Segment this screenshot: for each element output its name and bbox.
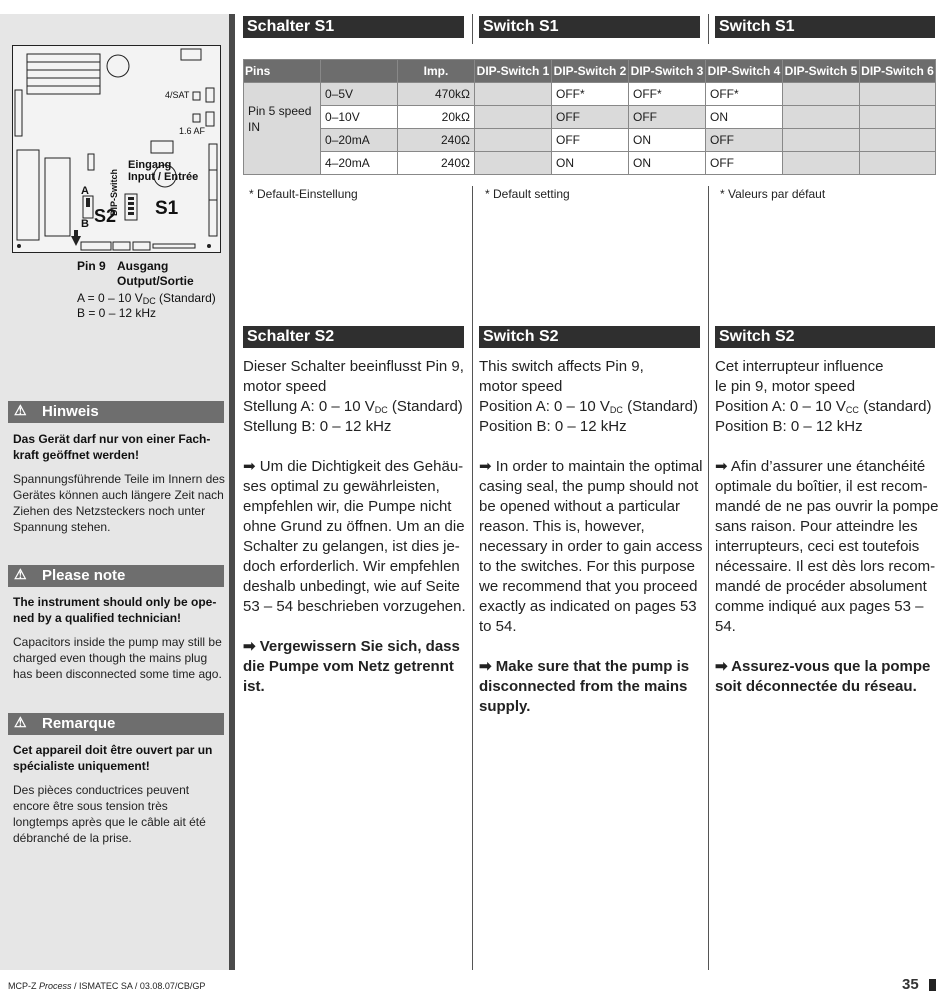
pin-a-range xyxy=(77,290,216,306)
column-header: Pins xyxy=(244,60,321,83)
pin-a-sub: DC xyxy=(142,296,156,306)
footer-italic: Process xyxy=(39,981,72,991)
column-header: DIP-Switch 4 xyxy=(706,60,783,83)
table-cell: OFF* xyxy=(552,83,629,106)
table-cell xyxy=(475,83,552,106)
s2-paragraph: ➡ Afin d’assurer une étanchéité optimale du boîtier, il est recom-mandé de ne pas ouvrir la pompe sans raison. Pour atteindre les interrupteurs, ceci est toutefois nécessaire. Il est dès lors recom-mandé de procéder absolument comme indiqué aux pages 53 – 54. xyxy=(715,458,939,635)
footer-suffix: / ISMATEC SA / 03.08.07/CB/GP xyxy=(71,981,206,991)
page-marker xyxy=(929,979,936,991)
warning-icon: ⚠ xyxy=(14,402,27,418)
pos-a-prefix: Stellung A: 0 – 10 V xyxy=(243,398,375,415)
pos-a-sub: CC xyxy=(845,405,859,415)
s2-position-b: Position B: 0 – 12 kHz xyxy=(715,418,863,435)
s2-warning: ➡ Assurez-vous que la pompe soit déconnectée du réseau. xyxy=(715,658,931,695)
warning-icon: ⚠ xyxy=(14,566,27,582)
table-cell: ON xyxy=(629,129,706,152)
pin-a-suffix: (Standard) xyxy=(155,291,216,305)
note-header-fr xyxy=(8,713,224,735)
ausgang-label: Ausgang xyxy=(117,259,169,273)
column-header: DIP-Switch 1 xyxy=(475,60,552,83)
footnote-fr: * Valeurs par défaut xyxy=(720,187,826,201)
table-cell: OFF xyxy=(552,106,629,129)
header-text: Switch S2 xyxy=(483,328,559,345)
s2-position-b: Stellung B: 0 – 12 kHz xyxy=(243,418,392,435)
output-sortie-label: Output/Sortie xyxy=(117,274,194,288)
pos-a-suffix: (Standard) xyxy=(622,398,698,415)
table-cell xyxy=(860,152,936,175)
table-cell: 0–20mA xyxy=(321,129,398,152)
table-row xyxy=(244,152,936,175)
table-cell xyxy=(783,106,860,129)
pos-a-sub: DC xyxy=(609,405,623,415)
label-fuse: 1.6 AF xyxy=(179,126,206,136)
table-cell xyxy=(475,129,552,152)
table-cell: OFF xyxy=(552,129,629,152)
table-cell: 240Ω xyxy=(398,152,475,175)
table-cell: OFF* xyxy=(706,83,783,106)
label-switch-b: B xyxy=(81,218,89,230)
note-title: Please note xyxy=(42,567,126,584)
table-row xyxy=(244,129,936,152)
header-text: Schalter S2 xyxy=(247,328,335,345)
note-bold-fr: Cet appareil doit être ouvert par un spécialiste uniquement! xyxy=(13,743,213,773)
table-cell xyxy=(860,129,936,152)
pos-a-suffix: (standard) xyxy=(858,398,932,415)
table-cell xyxy=(860,106,936,129)
table-cell xyxy=(783,129,860,152)
dip-switch-table xyxy=(243,59,936,175)
table-cell xyxy=(860,83,936,106)
pos-a-prefix: Position A: 0 – 10 V xyxy=(715,398,846,415)
s2-line2: motor speed xyxy=(479,378,563,395)
table-cell: 20kΩ xyxy=(398,106,475,129)
table-cell: ON xyxy=(629,152,706,175)
label-input-entree: Input / Entrée xyxy=(128,171,199,183)
header-text: Schalter S1 xyxy=(247,18,335,35)
pos-a-sub: DC xyxy=(374,405,388,415)
column-header: Imp. xyxy=(398,60,475,83)
column-divider xyxy=(472,14,473,44)
column-header: DIP-Switch 6 xyxy=(860,60,936,83)
pin-a-prefix: A = 0 – 10 V xyxy=(77,291,143,305)
header-switch-s1-en xyxy=(479,16,700,38)
s2-line1: Dieser Schalter beeinflusst Pin 9, xyxy=(243,358,464,375)
sidebar-divider xyxy=(229,14,235,970)
label-eingang: Eingang xyxy=(128,159,172,171)
table-row xyxy=(244,106,936,129)
s2-paragraph: ➡ In order to maintain the optimal casing seal, the pump should not be opened without a particular reason. This is, however, necessary in order to gain access to the switches. For this purpose we recommend that you proceed exactly as indicated on pages 53 to 54. xyxy=(479,458,703,635)
s2-line1: This switch affects Pin 9, xyxy=(479,358,644,375)
s2-position-a xyxy=(715,397,939,417)
note-header-en xyxy=(8,565,224,587)
column-header: DIP-Switch 2 xyxy=(552,60,629,83)
header-switch-s2-fr xyxy=(715,326,935,348)
table-cell: ON xyxy=(552,152,629,175)
table-cell: OFF xyxy=(706,129,783,152)
table-cell xyxy=(783,152,860,175)
table-cell: OFF xyxy=(706,152,783,175)
table-cell: 4–20mA xyxy=(321,152,398,175)
note-text-en: Capacitors inside the pump may still be charged even though the mains plug has been disconnected some time ago. xyxy=(13,635,222,681)
s2-line2: motor speed xyxy=(243,378,327,395)
s2-text-fr xyxy=(715,357,939,697)
note-title: Remarque xyxy=(42,715,116,732)
label-dip-switch: DIP-Switch xyxy=(109,168,119,216)
s2-line1: Cet interrupteur influence xyxy=(715,358,884,375)
s2-position-b: Position B: 0 – 12 kHz xyxy=(479,418,627,435)
table-cell xyxy=(475,106,552,129)
note-title: Hinweis xyxy=(42,403,99,420)
s2-position-a xyxy=(243,397,468,417)
table-cell xyxy=(475,152,552,175)
s2-text-de xyxy=(243,357,468,697)
footnote-de: * Default-Einstellung xyxy=(249,187,358,201)
note-bold-de: Das Gerät darf nur von einer Fach-kraft geöffnet werden! xyxy=(13,432,211,462)
table-row xyxy=(244,83,936,106)
column-divider xyxy=(708,14,709,44)
note-bold-en: The instrument should only be ope-ned by a qualified technician! xyxy=(13,595,217,625)
column-header: DIP-Switch 5 xyxy=(783,60,860,83)
column-divider xyxy=(472,186,473,970)
table-cell: 0–5V xyxy=(321,83,398,106)
pin9-label: Pin 9 xyxy=(77,259,106,273)
pos-a-prefix: Position A: 0 – 10 V xyxy=(479,398,610,415)
note-text-fr: Des pièces conductrices peuvent encore être sous tension très longtemps après que le câble ait été débranché de la prise. xyxy=(13,783,206,845)
note-header-de xyxy=(8,401,224,423)
s2-paragraph: ➡ Um die Dichtigkeit des Gehäu-ses optimal zu gewährleisten, empfehlen wir, die Pumpe nicht ohne Grund zu öffnen. Um an die Schalter zu gelangen, ist dies je-doch erforderlich. Wir empfehlen deshalb unbedingt, wie auf Seite 53 – 54 beschrieben vorzugehen. xyxy=(243,458,466,615)
header-switch-s2-en xyxy=(479,326,700,348)
pos-a-suffix: (Standard) xyxy=(387,398,463,415)
footer-prefix: MCP-Z xyxy=(8,981,39,991)
table-cell: 240Ω xyxy=(398,129,475,152)
label-s1: S1 xyxy=(155,198,179,219)
label-switch-a: A xyxy=(81,185,89,197)
s2-warning: ➡ Vergewissern Sie sich, dass die Pumpe vom Netz getrennt ist. xyxy=(243,638,460,695)
table-cell-pin: Pin 5 speed IN xyxy=(244,83,321,175)
label-s2: S2 xyxy=(94,206,117,226)
table-cell xyxy=(783,83,860,106)
circuit-board-drawing xyxy=(13,46,220,252)
label-4sat: 4/SAT xyxy=(165,90,190,100)
header-text: Switch S1 xyxy=(483,18,559,35)
pin-b-range: B = 0 – 12 kHz xyxy=(77,306,157,320)
header-schalter-s2 xyxy=(243,326,464,348)
table-cell: 470kΩ xyxy=(398,83,475,106)
note-text-de: Spannungsführende Teile im Innern des Gerätes können auch längere Zeit nach Ziehen des Netzsteckers noch unter Spannung stehen. xyxy=(13,472,225,534)
s2-line2: le pin 9, motor speed xyxy=(715,378,856,395)
header-schalter-s1 xyxy=(243,16,464,38)
header-switch-s1-fr xyxy=(715,16,935,38)
column-header: DIP-Switch 3 xyxy=(629,60,706,83)
table-cell: 0–10V xyxy=(321,106,398,129)
document-footer xyxy=(8,981,205,991)
table-cell: OFF* xyxy=(629,83,706,106)
s2-text-en xyxy=(479,357,704,717)
s2-position-a xyxy=(479,397,704,417)
page-number: 35 xyxy=(902,976,919,993)
footnote-en: * Default setting xyxy=(485,187,570,201)
table-header-row xyxy=(244,60,936,83)
circuit-board-diagram xyxy=(12,45,221,253)
column-divider xyxy=(708,186,709,970)
column-header xyxy=(321,60,398,83)
table-cell: ON xyxy=(706,106,783,129)
header-text: Switch S2 xyxy=(719,328,795,345)
header-text: Switch S1 xyxy=(719,18,795,35)
warning-icon: ⚠ xyxy=(14,714,27,730)
table-cell: OFF xyxy=(629,106,706,129)
s2-warning: ➡ Make sure that the pump is disconnected from the mains supply. xyxy=(479,658,690,715)
